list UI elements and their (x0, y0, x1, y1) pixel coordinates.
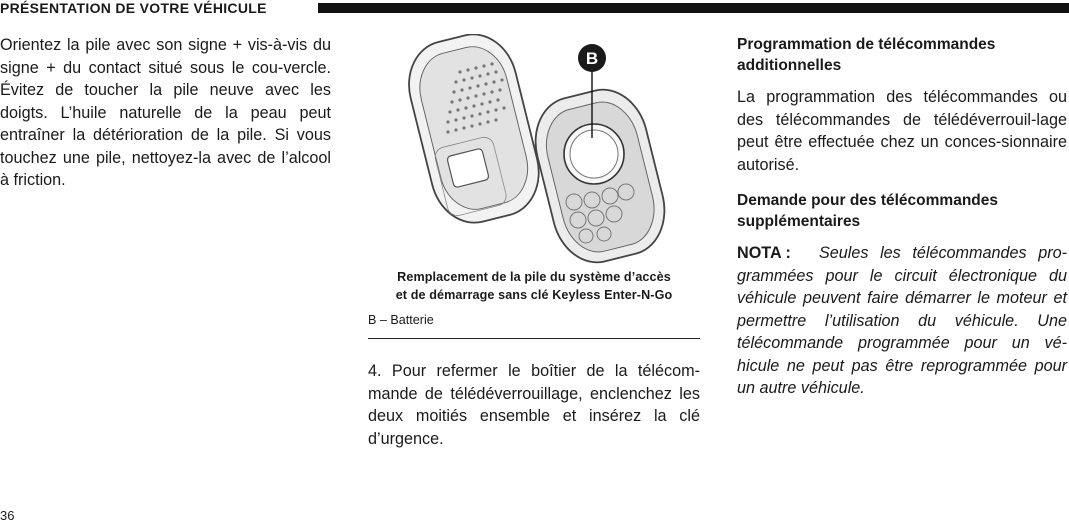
note-paragraph (737, 242, 1067, 400)
header-bar (318, 3, 1069, 13)
column-left (0, 34, 331, 192)
heading-programmation: Programmation de télécommandes additionnelles (737, 36, 996, 74)
note-label: NOTA : (737, 244, 791, 262)
heading-demande: Demande pour des télécommandes supplémentaires (737, 192, 998, 230)
figure-caption (368, 268, 700, 304)
figure-legend: B – Batterie (368, 313, 434, 327)
column-right (737, 34, 1067, 400)
header-title: PRÉSENTATION DE VOTRE VÉHICULE (0, 0, 267, 16)
caption-line-1: Remplacement de la pile du système d’accès (397, 270, 671, 284)
step-4-paragraph: 4. Pour refermer le boîtier de la télécom-mande de télédéverrouillage, enclenchez les deux moitiés ensemble et insérez la clé d’urgence. (368, 362, 700, 448)
callout-letter: B (585, 49, 599, 68)
battery-orientation-paragraph: Orientez la pile avec son signe + vis-à-vis du signe + du contact situé sous le cou-vercle. Évitez de toucher la pile neuve avec les doigts. L’huile naturelle de la peau peut entraîner la détérioration de la pile. Si vous touchez une pile, nettoyez-la avec de l’alcool à friction. (0, 36, 331, 189)
fob-base-illustration (525, 81, 674, 264)
fob-cover-illustration (399, 34, 549, 231)
caption-line-2: et de démarrage sans clé Keyless Enter-N-Go (395, 288, 673, 302)
figure-divider (368, 338, 700, 339)
page-header (0, 0, 1069, 18)
key-fob-illustration (368, 34, 700, 264)
page-number: 36 (0, 508, 15, 523)
column-middle (368, 34, 700, 450)
key-fob-figure (368, 34, 700, 264)
programmation-paragraph: La programmation des télécommandes ou des télécommandes de télédéverrouil-lage peut être effectuée chez un conces-sionnaire autorisé. (737, 88, 1067, 174)
note-text: Seules les télécommandes pro-grammées pour le circuit électronique du véhicule peuvent faire démarrer le moteur et permettre l’utilisation du véhicule. Une télécommande programmée pour un vé-hicule ne peut pas être reprogrammée pour un autre véhicule. (737, 244, 1067, 397)
